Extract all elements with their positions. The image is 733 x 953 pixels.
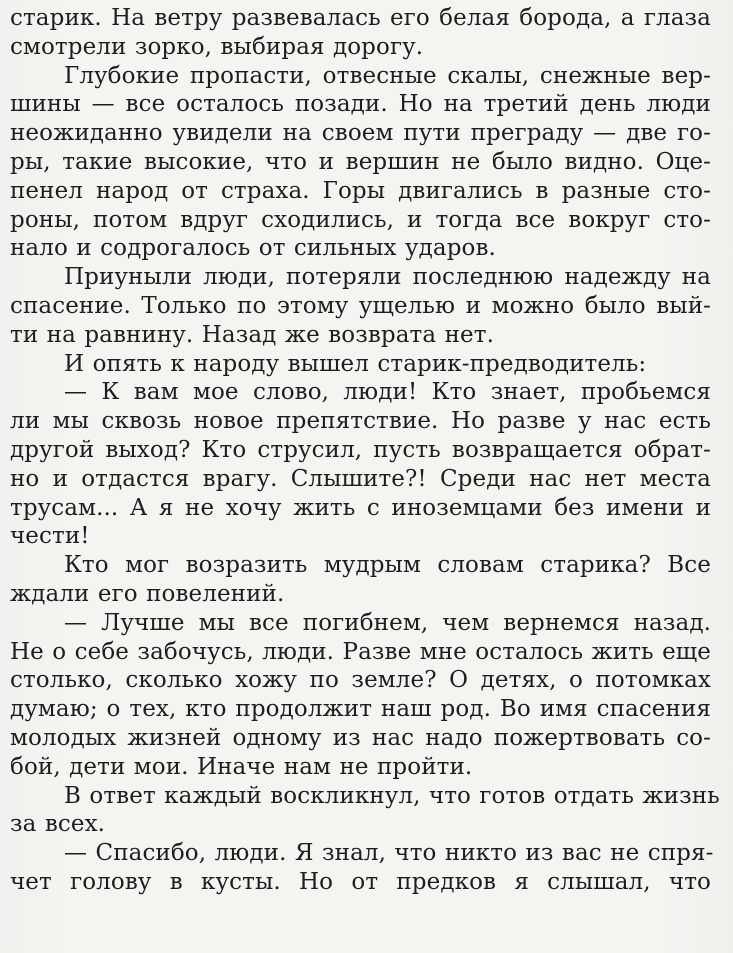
paragraph-3 — [10, 263, 711, 349]
text-line: неожиданно увидели на своем пути преграду — две го- — [10, 120, 711, 147]
text-line: спасение. Только по этому ущелью и можно было вый- — [10, 292, 711, 319]
paragraph-5 — [10, 378, 711, 551]
text-line: ждали его повелений. — [10, 580, 285, 607]
paragraph-2 — [10, 62, 711, 264]
text-line: за всех. — [10, 811, 106, 838]
text-line: но и отдастся врагу. Слышите?! Среди нас нет места — [10, 465, 711, 492]
paragraph-1 — [10, 4, 711, 62]
text-line: Кто мог возразить мудрым словам старика? Все — [64, 552, 711, 579]
text-line: Не о себе забочусь, люди. Разве мне осталось жить еще — [10, 638, 711, 665]
text-line: Глубокие пропасти, отвесные скалы, снежные вер- — [64, 62, 711, 89]
text-line: — Спасибо, люди. Я знал, что никто из вас не спря- — [64, 840, 714, 867]
text-line: роны, потом вдруг сходились, и тогда все вокруг сто- — [10, 206, 711, 233]
text-line: чет голову в кусты. Но от предков я слышал, что — [10, 868, 711, 895]
text-line: В ответ каждый воскликнул, что готов отдать жизнь — [64, 782, 720, 809]
text-line: трусам... А я не хочу жить с иноземцами без имени и — [10, 494, 711, 521]
text-line: — К вам мое слово, люди! Кто знает, пробьемся — [64, 379, 711, 406]
paragraph-8 — [10, 782, 720, 840]
text-line: нало и содрогалось от сильных ударов. — [10, 235, 496, 262]
text-line: ти на равнину. Назад же возврата нет. — [10, 321, 494, 348]
text-line: думаю; о тех, кто продолжит наш род. Во имя спасения — [10, 696, 711, 723]
text-line: ли мы сквозь новое препятствие. Но разве у нас есть — [10, 408, 711, 435]
text-line: смотрели зорко, выбирая дорогу. — [10, 33, 424, 60]
text-line: И опять к народу вышел старик-предводитель: — [64, 350, 647, 377]
text-line: Приуныли люди, потеряли последнюю надежду на — [64, 264, 711, 291]
text-line: столько, сколько хожу по земле? О детях, о потомках — [10, 667, 711, 694]
paragraph-6 — [10, 551, 711, 609]
text-line: ры, такие высокие, что и вершин не было видно. Оце- — [10, 148, 711, 175]
paragraph-7 — [10, 609, 711, 782]
text-line: молодых жизней одному из нас надо пожертвовать со- — [10, 724, 711, 751]
text-line: шины — все осталось позади. Но на третий день люди — [10, 91, 711, 118]
text-line: — Лучше мы все погибнем, чем вернемся назад. — [64, 609, 711, 636]
paragraph-9 — [10, 839, 714, 897]
paragraph-4 — [10, 350, 711, 379]
text-line: пенел народ от страха. Горы двигались в разные сто- — [10, 177, 711, 204]
text-line: бой, дети мои. Иначе нам не пройти. — [10, 753, 473, 780]
text-line: другой выход? Кто струсил, пусть возвращается обрат- — [10, 436, 711, 463]
text-line: чести! — [10, 523, 90, 550]
text-line: старик. На ветру развевалась его белая борода, а глаза — [10, 5, 711, 31]
